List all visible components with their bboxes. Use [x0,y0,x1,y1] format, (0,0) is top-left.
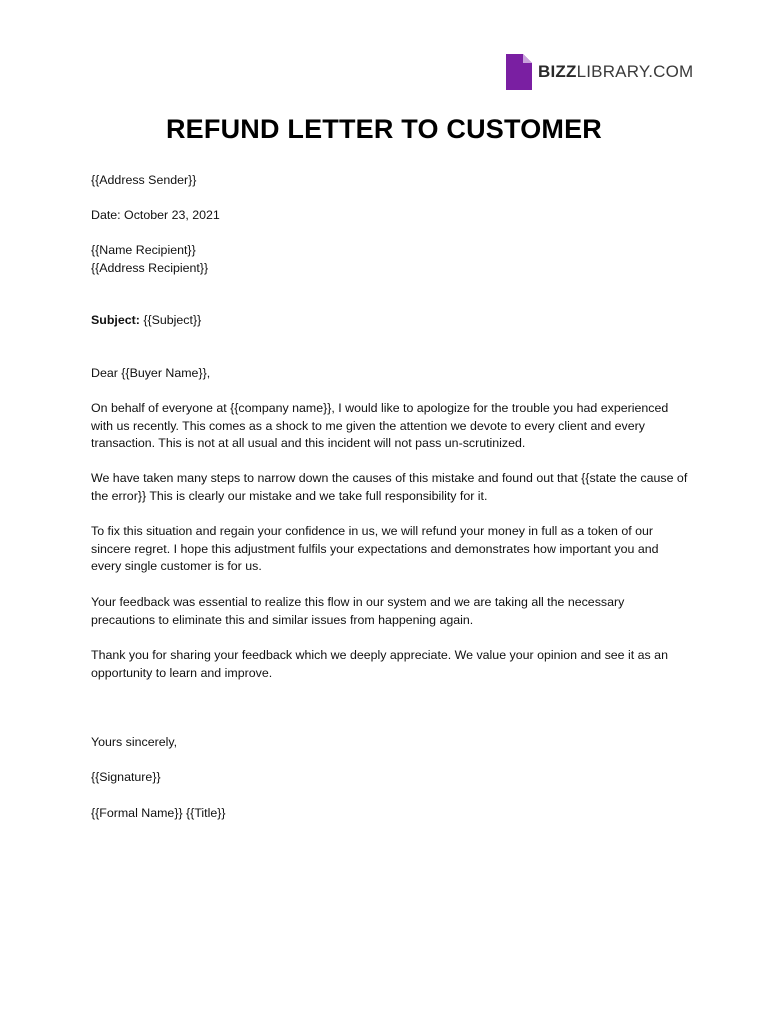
name-recipient: {{Name Recipient}} [91,243,196,257]
paragraph-text: We have taken many steps to narrow down the causes of this mistake and found out that {{state the cause of the error}} This is clearly our mistake and we take full responsibility for it. [91,471,688,503]
date-line: Date: October 23, 2021 [91,208,220,222]
paragraph-feedback [91,594,691,629]
paragraph-text: To fix this situation and regain your confidence in us, we will refund your money in full as a token of our sincere regret. I hope this adjustment fulfils your expectations and demonstrates how important you and every single customer is for us. [91,524,659,573]
brand-name-bold: BIZZ [538,62,577,81]
paragraph-apology [91,400,691,453]
subject-line [91,312,691,330]
signature-placeholder: {{Signature}} [91,770,161,784]
brand-logo [506,54,693,90]
paragraph-refund [91,523,691,576]
paragraph-thanks [91,647,691,682]
paragraph-text: Your feedback was essential to realize this flow in our system and we are taking all the necessary precautions to eliminate this and similar issues from happening again. [91,595,625,627]
formal-name: {{Formal Name}} {{Title}} [91,806,226,820]
address-sender: {{Address Sender}} [91,173,197,187]
address-recipient: {{Address Recipient}} [91,261,209,275]
subject-label: Subject: [91,313,140,327]
paragraph-text: On behalf of everyone at {{company name}}, I would like to apologize for the trouble you had experienced with us recently. This comes as a shock to me given the attention we devote to every client and every transaction. This is not at all usual and this incident will not pass un-scrutinized. [91,401,669,450]
paragraph-text: Thank you for sharing your feedback which we deeply appreciate. We value your opinion and see it as an opportunity to learn and improve. [91,648,668,680]
closing: Yours sincerely, [91,735,178,749]
paragraph-cause [91,470,691,505]
document-title: REFUND LETTER TO CUSTOMER [165,114,602,144]
document-icon [506,54,532,90]
subject-value: {{Subject}} [139,313,202,327]
brand-name [538,62,693,82]
brand-name-rest: LIBRARY.COM [576,62,694,81]
greeting: Dear {{Buyer Name}}, [91,366,211,380]
